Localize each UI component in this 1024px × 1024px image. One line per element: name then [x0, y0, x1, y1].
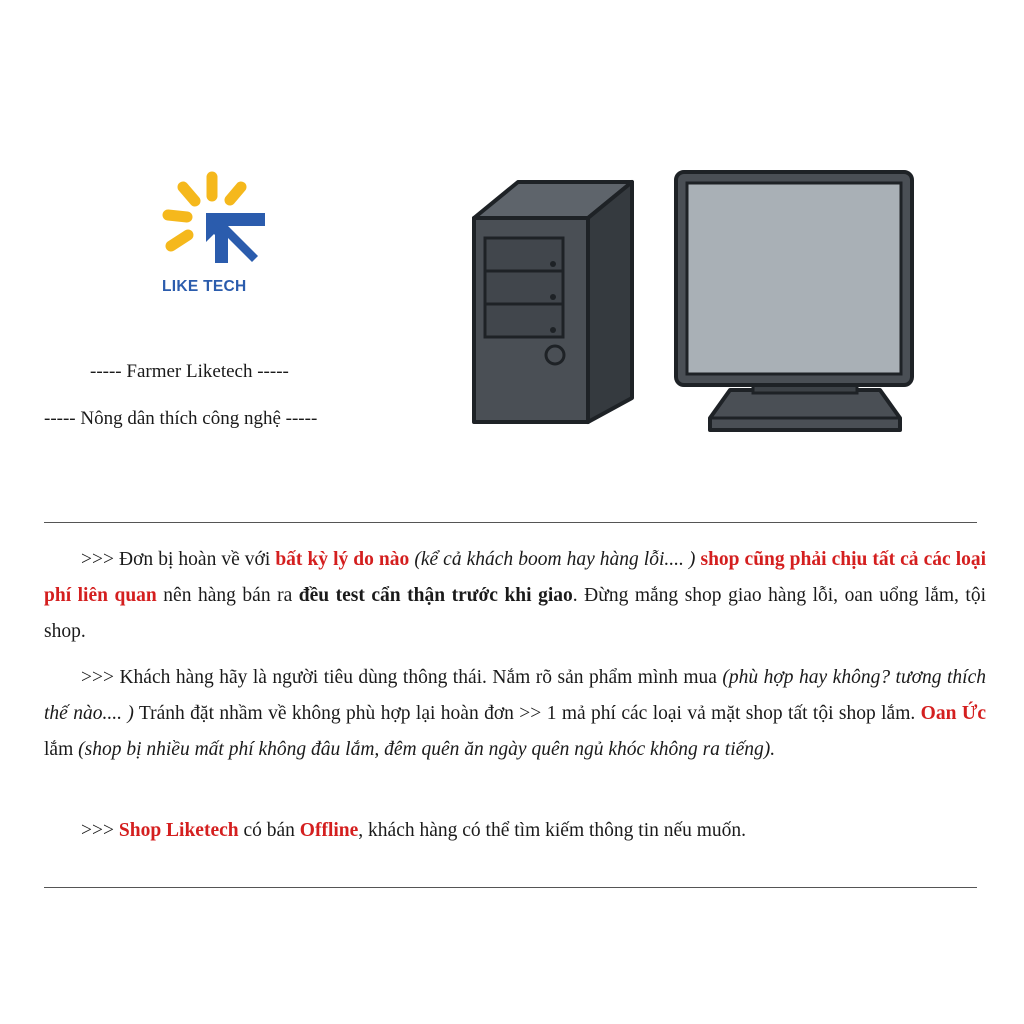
- p3-text-2: có bán: [238, 820, 300, 841]
- divider-bottom: [44, 887, 977, 888]
- p3-emphasis-shop-name: Shop Liketech: [118, 820, 239, 841]
- p3-text-3: , khách hàng có thể tìm kiếm thông tin nếu muốn.: [358, 820, 747, 841]
- desktop-computer-illustration: [460, 160, 920, 445]
- monitor-icon: [676, 172, 912, 430]
- tagline-english: ----- Farmer Liketech -----: [90, 361, 289, 382]
- sunburst-arrow-icon: [150, 160, 280, 280]
- p2-text: >>> Khách hàng hãy là người tiêu dùng thông thái. Nắm rõ sản phẩm mình mua: [81, 667, 723, 688]
- divider-top: [44, 522, 977, 523]
- p3-text: >>>: [81, 820, 119, 841]
- logo-text: LIKE TECH: [162, 278, 247, 295]
- p2-text-3: lắm: [44, 739, 79, 760]
- p1-emphasis-any-reason: bất kỳ lý do nào: [275, 549, 410, 570]
- p1-text-3: . Đừng mắng shop giao hàng lỗi, oan uổng lắm, tội shop.: [44, 585, 987, 642]
- notice-paragraph-smart-buyer: [44, 660, 986, 768]
- p1-emphasis-tested: đều test cẩn thận trước khi giao: [298, 585, 573, 606]
- p2-text-2: Tránh đặt nhầm về không phù hợp lại hoàn đơn >> 1 mả phí các loại vả mặt shop tất tội shop lắm.: [133, 703, 921, 724]
- p2-emphasis-oan-uc: Oan Ức: [920, 703, 986, 724]
- notice-paragraph-offline: [44, 813, 986, 849]
- p1-note: (kể cả khách boom hay hàng lỗi.... ): [414, 549, 696, 570]
- p1-emphasis-fees: shop cũng phải chịu tất cả các loại phí liên quan: [44, 549, 987, 606]
- p1-text: >>> Đơn bị hoàn về với: [81, 549, 276, 570]
- liketech-logo: [150, 160, 280, 310]
- p1-text-2: nên hàng bán ra: [156, 585, 299, 606]
- notice-paragraph-return-policy: [44, 542, 986, 650]
- pc-tower-icon: [474, 182, 632, 422]
- p2-note-2: (shop bị nhiều mất phí không đâu lắm, đêm quên ăn ngày quên ngủ khóc không ra tiếng).: [78, 739, 776, 760]
- p2-note: (phù hợp hay không? tương thích thế nào.... ): [44, 667, 986, 724]
- tagline-vietnamese: ----- Nông dân thích công nghệ -----: [44, 408, 318, 429]
- p3-emphasis-offline: Offline: [299, 820, 359, 841]
